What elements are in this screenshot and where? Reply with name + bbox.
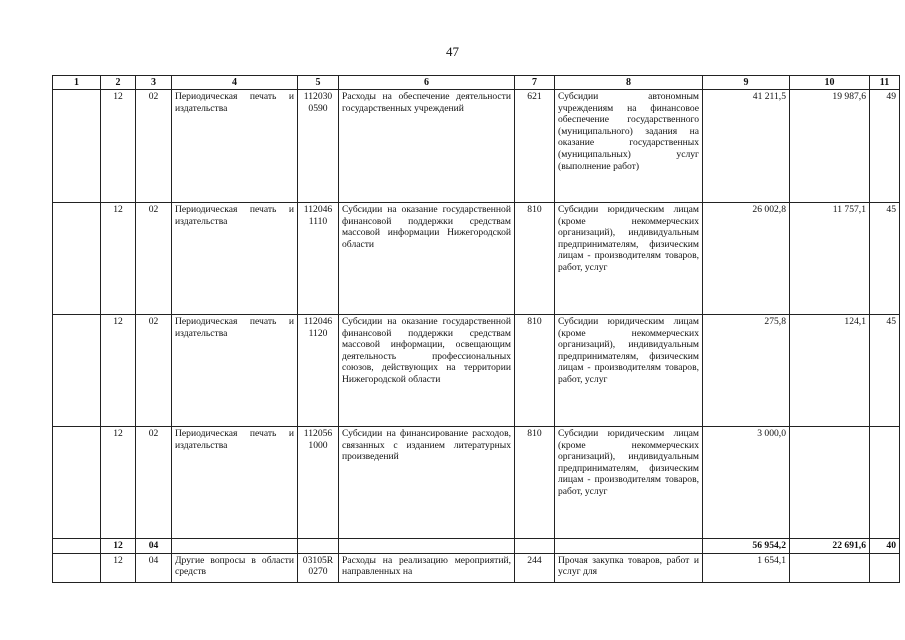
cell-amount-plan: 1 654,1 bbox=[703, 553, 790, 582]
col-header-9: 9 bbox=[703, 76, 790, 90]
cell-expense-type: 810 bbox=[515, 315, 555, 427]
col-header-4: 4 bbox=[172, 76, 298, 90]
cell-expense-name: Субсидии на оказание государственной финансовой поддержки средствам массовой информации Нижегородской области bbox=[339, 203, 515, 315]
cell-subsection: 02 bbox=[136, 315, 172, 427]
cell-col1 bbox=[53, 427, 101, 539]
table-row bbox=[53, 90, 900, 203]
table-row bbox=[53, 427, 900, 539]
cell-col1 bbox=[53, 90, 101, 203]
cell-expense-type-name: Субсидии юридическим лицам (кроме некоммерческих организаций), индивидуальным предпринимателям, физическим лицам - производителям товаров, работ, услуг bbox=[555, 203, 703, 315]
cell-amount-plan: 56 954,2 bbox=[703, 539, 790, 554]
cell-section: 12 bbox=[101, 90, 136, 203]
col-header-11: 11 bbox=[870, 76, 900, 90]
cell-subsection: 02 bbox=[136, 427, 172, 539]
cell-amount-plan: 41 211,5 bbox=[703, 90, 790, 203]
cell-subsection: 02 bbox=[136, 203, 172, 315]
cell-expense-type: 244 bbox=[515, 553, 555, 582]
cell-amount-actual bbox=[790, 427, 870, 539]
col-header-2: 2 bbox=[101, 76, 136, 90]
cell-amount-actual: 124,1 bbox=[790, 315, 870, 427]
page-number: 47 bbox=[446, 44, 459, 59]
cell-section: 12 bbox=[101, 553, 136, 582]
cell-percent: 49 bbox=[870, 90, 900, 203]
cell-expense-type-name: Субсидии юридическим лицам (кроме некоммерческих организаций), индивидуальным предпринимателям, физическим лицам - производителям товаров, работ, услуг bbox=[555, 315, 703, 427]
cell-section-name: Периодическая печать и издательства bbox=[172, 427, 298, 539]
col-header-6: 6 bbox=[339, 76, 515, 90]
table-row bbox=[53, 315, 900, 427]
cell-expense-type-name: Субсидии юридическим лицам (кроме некоммерческих организаций), индивидуальным предпринимателям, физическим лицам - производителям товаров, работ, услуг bbox=[555, 427, 703, 539]
table-row-subtotal bbox=[53, 539, 900, 554]
cell-amount-plan: 26 002,8 bbox=[703, 203, 790, 315]
cell-expense-name: Расходы на обеспечение деятельности государственных учреждений bbox=[339, 90, 515, 203]
budget-table bbox=[52, 75, 900, 583]
cell-expense-name: Субсидии на финансирование расходов, связанных с изданием литературных произведений bbox=[339, 427, 515, 539]
cell-target-code: 112046 1120 bbox=[298, 315, 339, 427]
table-row bbox=[53, 203, 900, 315]
cell-amount-plan: 3 000,0 bbox=[703, 427, 790, 539]
cell-section: 12 bbox=[101, 315, 136, 427]
cell-amount-plan: 275,8 bbox=[703, 315, 790, 427]
cell-section: 12 bbox=[101, 203, 136, 315]
cell-col1 bbox=[53, 539, 101, 554]
header-row bbox=[53, 76, 900, 90]
col-header-1: 1 bbox=[53, 76, 101, 90]
cell-expense-name: Субсидии на оказание государственной финансовой поддержки средствам массовой информации, освещающим деятельность профессиональных союзов, действующих на территории Нижегородской области bbox=[339, 315, 515, 427]
cell-expense-type: 621 bbox=[515, 90, 555, 203]
cell-section: 12 bbox=[101, 427, 136, 539]
col-header-10: 10 bbox=[790, 76, 870, 90]
cell-section-name: Другие вопросы в области средств bbox=[172, 553, 298, 582]
cell-target-code: 03105R 0270 bbox=[298, 553, 339, 582]
cell-percent: 45 bbox=[870, 315, 900, 427]
cell-expense-type bbox=[515, 539, 555, 554]
table-row bbox=[53, 553, 900, 582]
cell-target-code: 112056 1000 bbox=[298, 427, 339, 539]
cell-expense-type-name bbox=[555, 539, 703, 554]
cell-target-code: 112030 0590 bbox=[298, 90, 339, 203]
cell-expense-type-name: Субсидии автономным учреждениям на финансовое обеспечение государственного (муниципального) задания на оказание государственных (муниципальных) услуг (выполнение работ) bbox=[555, 90, 703, 203]
cell-col1 bbox=[53, 203, 101, 315]
cell-amount-actual: 22 691,6 bbox=[790, 539, 870, 554]
cell-section-name: Периодическая печать и издательства bbox=[172, 90, 298, 203]
cell-subsection: 02 bbox=[136, 90, 172, 203]
cell-expense-type: 810 bbox=[515, 427, 555, 539]
cell-expense-name bbox=[339, 539, 515, 554]
cell-percent bbox=[870, 427, 900, 539]
cell-percent: 40 bbox=[870, 539, 900, 554]
cell-target-code bbox=[298, 539, 339, 554]
cell-expense-name: Расходы на реализацию мероприятий, направленных на bbox=[339, 553, 515, 582]
cell-section-name bbox=[172, 539, 298, 554]
cell-amount-actual: 19 987,6 bbox=[790, 90, 870, 203]
col-header-7: 7 bbox=[515, 76, 555, 90]
col-header-3: 3 bbox=[136, 76, 172, 90]
cell-expense-type: 810 bbox=[515, 203, 555, 315]
cell-expense-type-name: Прочая закупка товаров, работ и услуг для bbox=[555, 553, 703, 582]
cell-section: 12 bbox=[101, 539, 136, 554]
cell-percent bbox=[870, 553, 900, 582]
cell-amount-actual: 11 757,1 bbox=[790, 203, 870, 315]
cell-col1 bbox=[53, 553, 101, 582]
cell-percent: 45 bbox=[870, 203, 900, 315]
cell-col1 bbox=[53, 315, 101, 427]
col-header-5: 5 bbox=[298, 76, 339, 90]
cell-subsection: 04 bbox=[136, 553, 172, 582]
cell-subsection: 04 bbox=[136, 539, 172, 554]
cell-section-name: Периодическая печать и издательства bbox=[172, 315, 298, 427]
cell-section-name: Периодическая печать и издательства bbox=[172, 203, 298, 315]
col-header-8: 8 bbox=[555, 76, 703, 90]
cell-amount-actual bbox=[790, 553, 870, 582]
cell-target-code: 112046 1110 bbox=[298, 203, 339, 315]
